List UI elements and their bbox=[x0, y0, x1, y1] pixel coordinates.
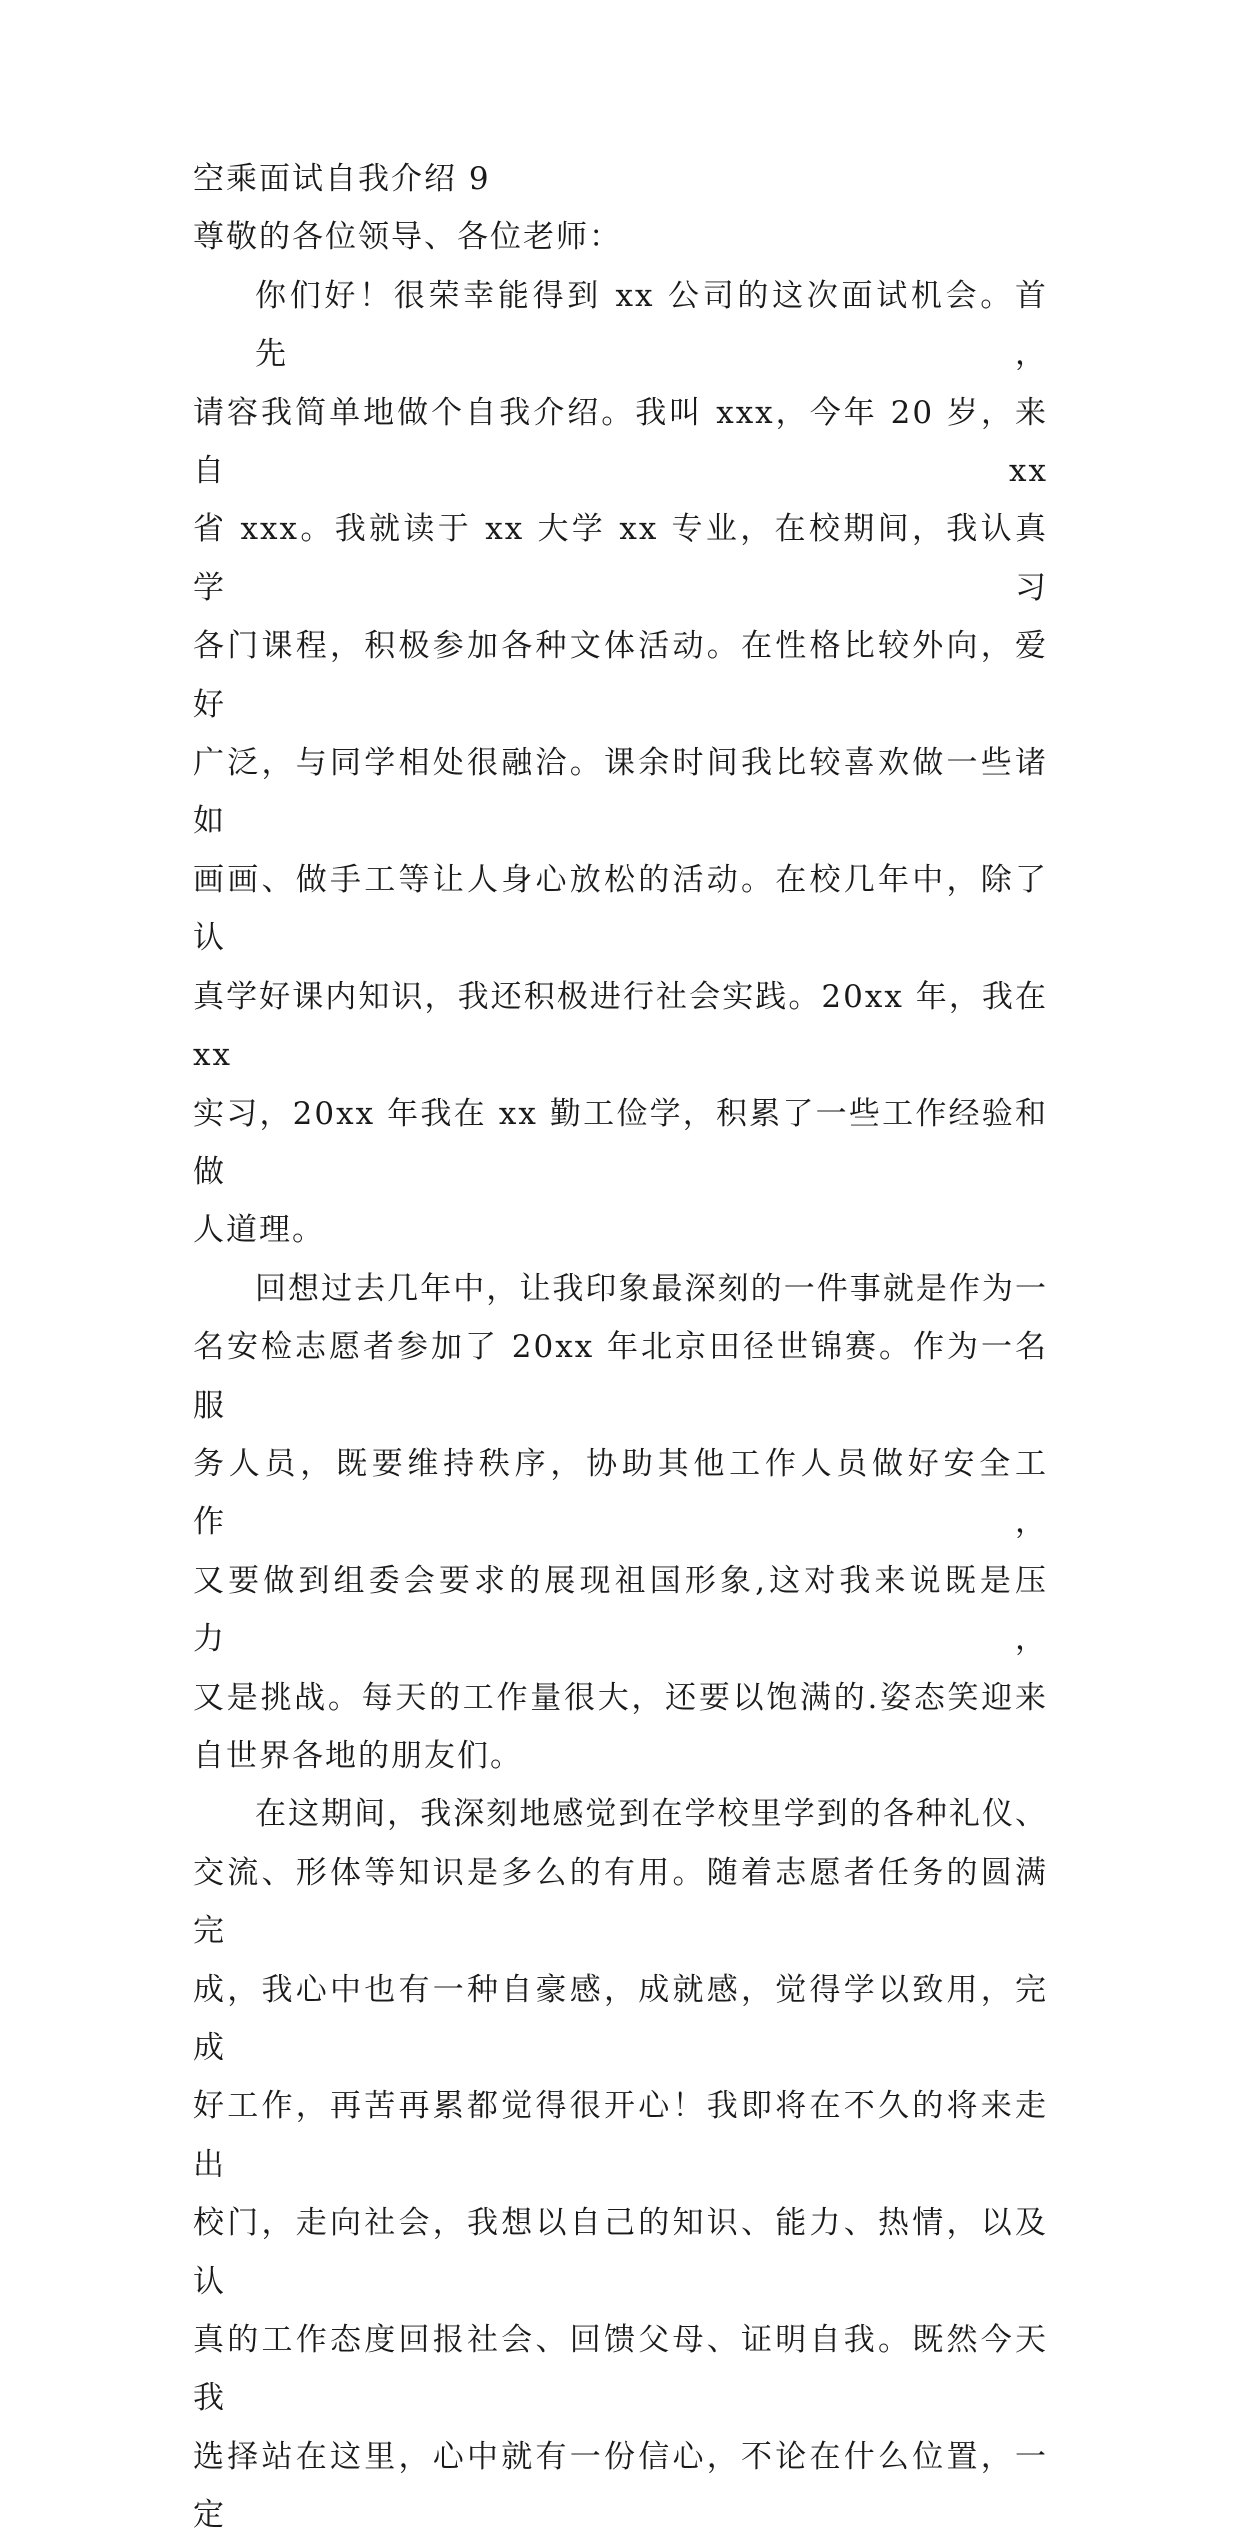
paragraph-line: 广泛，与同学相处很融洽。课余时间我比较喜欢做一些诸如 bbox=[193, 745, 1048, 840]
paragraph-line: 成，我心中也有一种自豪感，成就感，觉得学以致用，完成 bbox=[193, 1971, 1048, 2066]
paragraph-line: 好工作，再苦再累都觉得很开心！我即将在不久的将来走出 bbox=[193, 2088, 1048, 2183]
paragraph-line: 你们好！很荣幸能得到 xx 公司的这次面试机会。首先， bbox=[255, 277, 1048, 373]
document-body bbox=[193, 150, 1048, 2545]
paragraph-line: 回想过去几年中，让我印象最深刻的一件事就是作为一 bbox=[255, 1270, 1048, 1307]
paragraph-line: 在这期间，我深刻地感觉到在学校里学到的各种礼仪、 bbox=[255, 1796, 1048, 1833]
paragraph-line: 实习，20xx 年我在 xx 勤工俭学，积累了一些工作经验和做 bbox=[193, 1095, 1048, 1190]
paragraph-line: 各门课程，积极参加各种文体活动。在性格比较外向，爱好 bbox=[193, 628, 1048, 723]
paragraph-line: 人道理。 bbox=[193, 1212, 325, 1249]
paragraph-line: 选择站在这里，心中就有一份信心，不论在什么位置，一定 bbox=[193, 2438, 1048, 2534]
paragraph-3 bbox=[193, 1785, 1048, 2544]
paragraph-line: 名安检志愿者参加了 20xx 年北京田径世锦赛。作为一名服 bbox=[193, 1329, 1048, 1424]
paragraph-line: 交流、形体等知识是多么的有用。随着志愿者任务的圆满完 bbox=[193, 1854, 1048, 1950]
salutation: 尊敬的各位领导、各位老师： bbox=[193, 219, 622, 256]
paragraph-line: 真的工作态度回报社会、回馈父母、证明自我。既然今天我 bbox=[193, 2322, 1048, 2417]
paragraph-2 bbox=[193, 1260, 1048, 1786]
paragraph-line: 画画、做手工等让人身心放松的活动。在校几年中，除了认 bbox=[193, 861, 1048, 957]
paragraph-1 bbox=[193, 267, 1048, 1260]
paragraph-line: 又要做到组委会要求的展现祖国形象,这对我来说既是压力， bbox=[193, 1562, 1048, 1658]
paragraph-line: 校门，走向社会，我想以自己的知识、能力、热情，以及认 bbox=[193, 2205, 1048, 2300]
paragraph-line: 真学好课内知识，我还积极进行社会实践。20xx 年，我在 xx bbox=[193, 978, 1048, 1074]
paragraph-line: 又是挑战。每天的工作量很大，还要以饱满的.姿态笑迎来 bbox=[193, 1679, 1048, 1716]
paragraph-line: 务人员，既要维持秩序，协助其他工作人员做好安全工作， bbox=[193, 1445, 1048, 1541]
paragraph-line: 请容我简单地做个自我介绍。我叫 xxx，今年 20 岁，来自 xx bbox=[193, 394, 1048, 490]
paragraph-line: 省 xxx。我就读于 xx 大学 xx 专业，在校期间，我认真学习 bbox=[193, 511, 1048, 606]
paragraph-line: 自世界各地的朋友们。 bbox=[193, 1737, 523, 1774]
document-title: 空乘面试自我介绍 9 bbox=[193, 161, 491, 197]
